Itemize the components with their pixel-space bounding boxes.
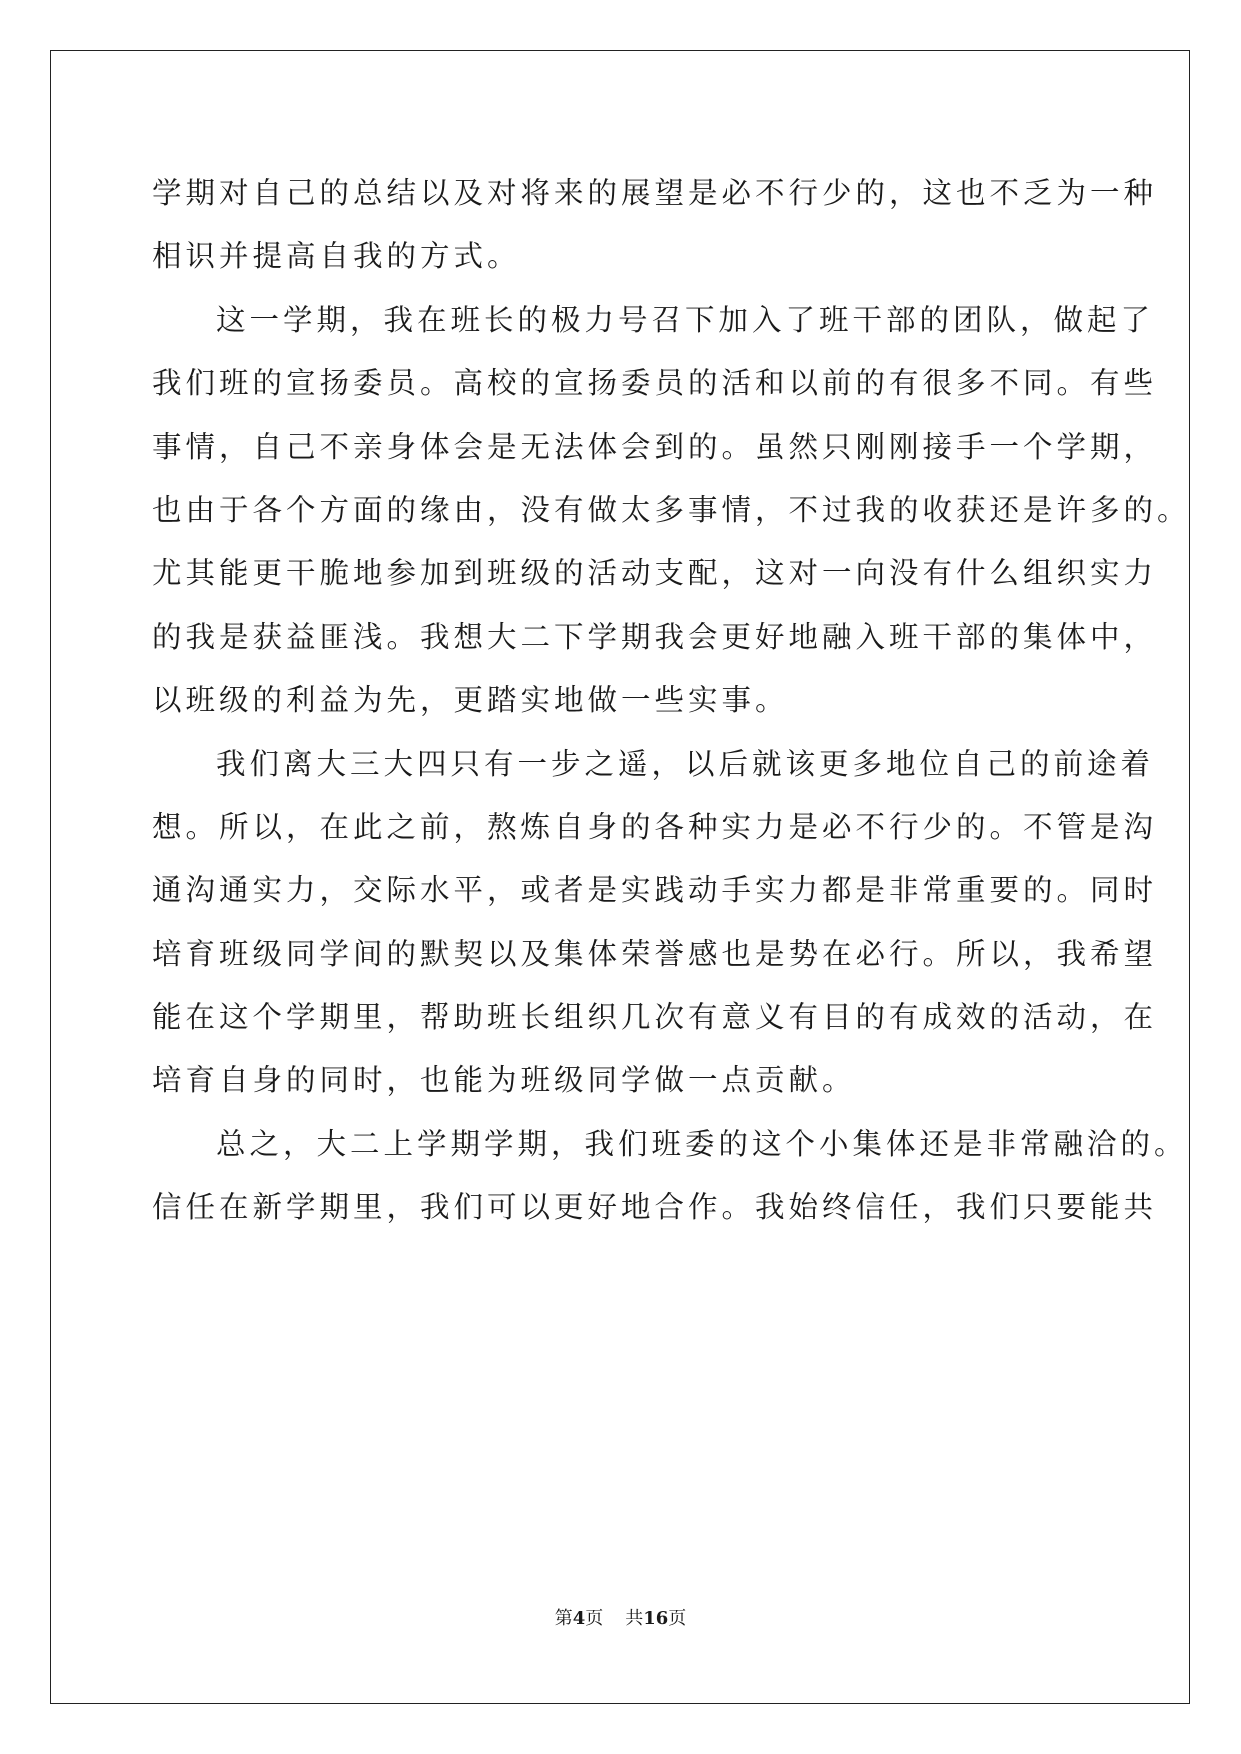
footer-total-prefix: 共 <box>625 1608 644 1629</box>
page-footer <box>0 1604 1241 1630</box>
page-number-current: 4 <box>572 1608 586 1629</box>
text-line-17: 信任在新学期里，我们可以更好地合作。我始终信任，我们只要能共 <box>152 1190 1158 1225</box>
page-number-total: 16 <box>643 1608 669 1629</box>
text-line-1: 学期对自己的总结以及对将来的展望是必不行少的，这也不乏为一种 <box>152 176 1158 210</box>
text-line-3: 这一学期，我在班长的极力号召下加入了班干部的团队，做起了 <box>216 302 1155 337</box>
text-line-6: 也由于各个方面的缘由，没有做太多事情，不过我的收获还是许多的。 <box>152 492 1191 527</box>
footer-prefix: 第 <box>554 1608 573 1629</box>
footer-page-label: 页 <box>585 1608 604 1629</box>
text-line-13: 培育班级同学间的默契以及集体荣誉感也是势在必行。所以，我希望 <box>152 936 1158 971</box>
text-line-12: 通沟通实力，交际水平，或者是实践动手实力都是非常重要的。同时 <box>152 873 1158 908</box>
text-line-9: 以班级的利益为先，更踏实地做一些实事。 <box>152 683 789 718</box>
text-line-5: 事情，自己不亲身体会是无法体会到的。虽然只刚刚接手一个学期， <box>152 429 1158 464</box>
text-line-16: 总之，大二上学期学期，我们班委的这个小集体还是非常融洽的。 <box>216 1126 1188 1161</box>
document-body <box>152 162 1191 1240</box>
text-line-7: 尤其能更干脆地参加到班级的活动支配，这对一向没有什么组织实力 <box>152 556 1158 591</box>
text-line-8: 的我是获益匪浅。我想大二下学期我会更好地融入班干部的集体中， <box>152 619 1158 654</box>
text-line-2: 相识并提高自我的方式。 <box>152 239 521 274</box>
text-line-4: 我们班的宣扬委员。高校的宣扬委员的活和以前的有很多不同。有些 <box>152 366 1158 401</box>
text-line-15: 培育自身的同时，也能为班级同学做一点贡献。 <box>152 1063 856 1098</box>
footer-total-label: 页 <box>668 1608 687 1629</box>
text-line-14: 能在这个学期里，帮助班长组织几次有意义有目的有成效的活动，在 <box>152 1000 1158 1035</box>
text-line-10: 我们离大三大四只有一步之遥，以后就该更多地位自己的前途着 <box>216 746 1155 781</box>
text-line-11: 想。所以，在此之前，熬炼自身的各种实力是必不行少的。不管是沟 <box>152 809 1158 844</box>
